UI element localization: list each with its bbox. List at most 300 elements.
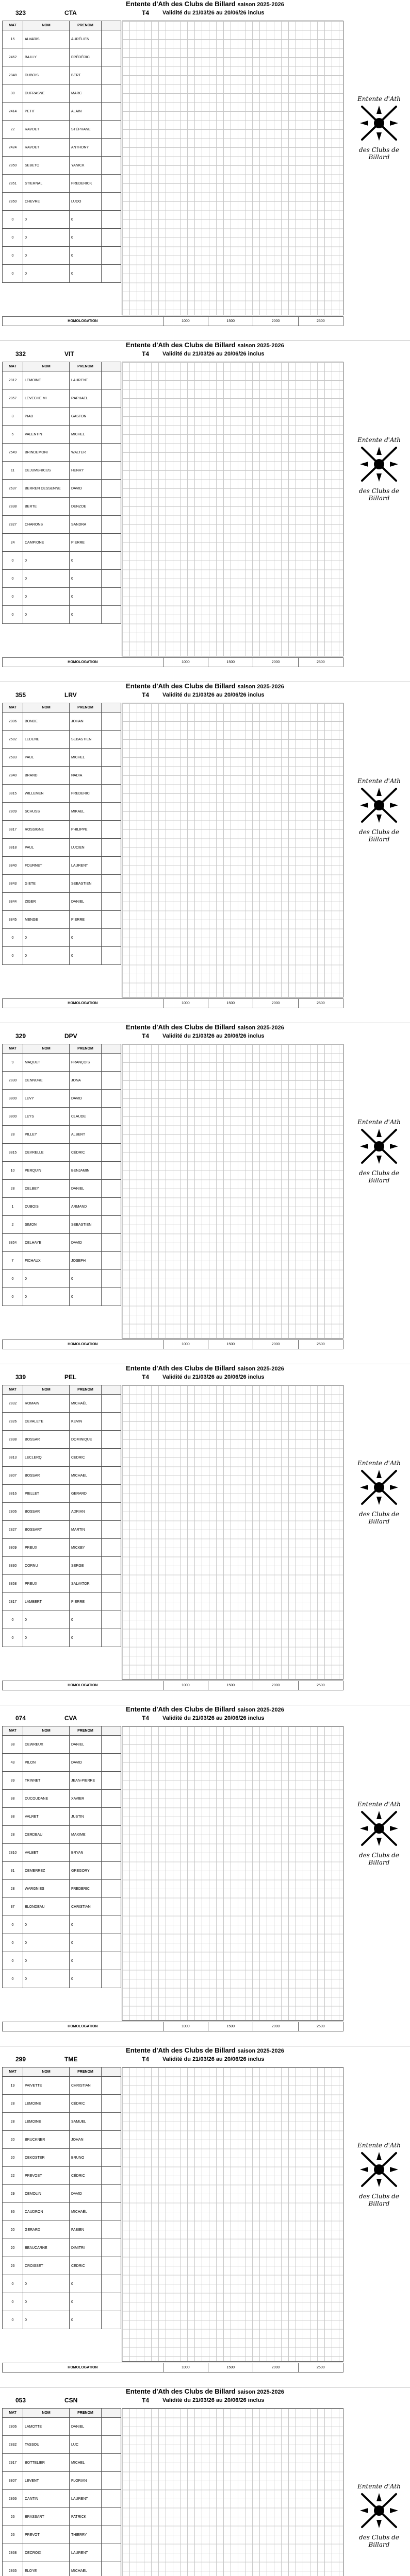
first-name-cell: PIERRE — [70, 534, 102, 552]
homologation-cell: 1000 — [163, 317, 208, 326]
team-code: LRV — [64, 691, 77, 699]
mat-cell: 3813 — [3, 1449, 23, 1467]
sheet-season: saison 2025-2026 — [237, 2048, 284, 2054]
mat-cell: 28 — [3, 1126, 23, 1144]
mini-cell — [102, 516, 121, 534]
validity-text: Validité du 21/03/26 au 20/06/26 inclus — [162, 2397, 265, 2403]
mini-cell — [102, 2221, 121, 2239]
mini-cell — [102, 570, 121, 588]
name-header: NOM — [23, 1726, 70, 1736]
mat-cell: 2848 — [3, 66, 23, 84]
table-row — [3, 1611, 121, 1629]
mini-cell — [102, 66, 121, 84]
mini-cell — [102, 103, 121, 121]
homologation-cell: 2500 — [298, 999, 343, 1008]
name-cell: SIMON — [23, 1216, 70, 1234]
homologation-cell: 1500 — [208, 2363, 253, 2372]
first-name-cell: 0 — [70, 2311, 102, 2329]
table-row — [3, 2131, 121, 2149]
mini-cell — [102, 534, 121, 552]
mat-cell: 3816 — [3, 1485, 23, 1503]
homologation-cell: 1500 — [208, 999, 253, 1008]
table-row — [3, 121, 121, 139]
name-cell: RAVOET — [23, 121, 70, 139]
table-row — [3, 1234, 121, 1252]
sheet-season: saison 2025-2026 — [237, 1707, 284, 1713]
logo-line2: des Clubs de Billard — [359, 1511, 399, 1525]
table-row — [3, 534, 121, 552]
mini-cell — [102, 1180, 121, 1198]
mat-cell: 3854 — [3, 1234, 23, 1252]
table-row — [3, 84, 121, 103]
first-name-cell: 0 — [70, 1916, 102, 1934]
name-cell: VALBET — [23, 1844, 70, 1862]
homologation-cell: 1000 — [163, 2022, 208, 2031]
name-cell: DEJUMBRICUS — [23, 462, 70, 480]
name-cell: PREUX — [23, 1575, 70, 1593]
homologation-cell: 1500 — [208, 2022, 253, 2031]
mini-cell — [102, 1108, 121, 1126]
first-name-cell: XAVIER — [70, 1790, 102, 1808]
table-row — [3, 498, 121, 516]
table-row — [3, 1736, 121, 1754]
name-cell: MENGE — [23, 911, 70, 929]
first-name-header: PRENOM — [70, 21, 102, 30]
first-name-cell: CÉDRIC — [70, 1144, 102, 1162]
homologation-cell: 2500 — [298, 2022, 343, 2031]
name-cell: BOTTELIER — [23, 2454, 70, 2472]
mat-cell: 3818 — [3, 839, 23, 857]
table-row — [3, 803, 121, 821]
name-cell: 0 — [23, 1970, 70, 1988]
mat-cell: 2424 — [3, 139, 23, 157]
first-name-cell: JUSTIN — [70, 1808, 102, 1826]
mini-cell — [102, 2077, 121, 2095]
first-name-cell: MICHAËL — [70, 2203, 102, 2221]
first-name-cell: WALTER — [70, 444, 102, 462]
first-name-cell: 0 — [70, 570, 102, 588]
sheet-title — [0, 341, 410, 349]
table-row — [3, 1862, 121, 1880]
mat-cell: 37 — [3, 1898, 23, 1916]
mat-cell: 2637 — [3, 480, 23, 498]
sheet-season: saison 2025-2026 — [237, 684, 284, 690]
roster-table — [2, 1726, 121, 1988]
mini-cell — [102, 426, 121, 444]
mini-cell — [102, 1216, 121, 1234]
table-row — [3, 1054, 121, 1072]
mini-cell — [102, 2185, 121, 2203]
score-grid — [122, 703, 343, 997]
name-header: NOM — [23, 1044, 70, 1054]
mat-cell: 2812 — [3, 371, 23, 389]
team-code: PEL — [64, 1374, 77, 1381]
mini-cell — [102, 767, 121, 785]
table-row — [3, 2113, 121, 2131]
name-cell: SEBETO — [23, 157, 70, 175]
club-logo — [351, 1118, 407, 1196]
table-row — [3, 444, 121, 462]
mat-cell: 3 — [3, 408, 23, 426]
mini-cell — [102, 1252, 121, 1270]
validity-text: Validité du 21/03/26 au 20/06/26 inclus — [162, 1033, 265, 1039]
mini-cell — [102, 1808, 121, 1826]
mat-cell: 38 — [3, 1736, 23, 1754]
table-row — [3, 66, 121, 84]
mat-cell: 2865 — [3, 2562, 23, 2576]
mat-cell: 3830 — [3, 1557, 23, 1575]
name-cell: DENNURE — [23, 1072, 70, 1090]
mat-cell: 29 — [3, 2185, 23, 2203]
mat-cell: 22 — [3, 2167, 23, 2185]
mini-cell — [102, 1790, 121, 1808]
first-name-cell: MICKEY — [70, 1539, 102, 1557]
mini-cell — [102, 1629, 121, 1647]
first-name-cell: LAURENT — [70, 2490, 102, 2508]
mini-cell — [102, 1952, 121, 1970]
mini-cell — [102, 731, 121, 749]
first-name-cell: 0 — [70, 247, 102, 265]
name-cell: VALENTIN — [23, 426, 70, 444]
mini-cell — [102, 408, 121, 426]
table-row — [3, 2490, 121, 2508]
team-line — [0, 1714, 410, 1723]
name-cell: BAILLY — [23, 48, 70, 66]
name-cell: BRUCKNER — [23, 2131, 70, 2149]
mini-cell — [102, 229, 121, 247]
homologation-footer — [2, 998, 343, 1017]
mini-cell — [102, 1772, 121, 1790]
mini-cell — [102, 157, 121, 175]
name-cell: 0 — [23, 570, 70, 588]
sheet-season: saison 2025-2026 — [237, 1366, 284, 1372]
sheet-title — [0, 1364, 410, 1372]
mat-cell: 3800 — [3, 1090, 23, 1108]
table-row — [3, 570, 121, 588]
name-cell: PAUL — [23, 749, 70, 767]
first-name-cell: DANIEL — [70, 893, 102, 911]
table-row — [3, 911, 121, 929]
name-cell: DEWREUX — [23, 1736, 70, 1754]
team-line — [0, 1031, 410, 1041]
mat-cell: 0 — [3, 1916, 23, 1934]
name-cell: 0 — [23, 606, 70, 624]
mini-cell — [102, 1054, 121, 1072]
homologation-cell: 2000 — [253, 999, 298, 1008]
crossed-cues-icon — [356, 103, 402, 144]
mini-cell — [102, 2275, 121, 2293]
club-logo — [351, 777, 407, 855]
mini-cell — [102, 2239, 121, 2257]
homologation-footer — [2, 1340, 343, 1358]
homologation-label: HOMOLOGATION — [3, 658, 163, 667]
name-cell: PREVOST — [23, 2167, 70, 2185]
table-row — [3, 1844, 121, 1862]
mini-header — [102, 1385, 121, 1395]
logo-line1: Entente d'Ath — [357, 2142, 401, 2149]
roster-table — [2, 1044, 121, 1306]
mat-header: MAT — [3, 703, 23, 713]
team-line — [0, 2055, 410, 2064]
mini-cell — [102, 84, 121, 103]
name-cell: 0 — [23, 1611, 70, 1629]
table-row — [3, 2239, 121, 2257]
name-cell: 0 — [23, 947, 70, 965]
homologation-cell: 1500 — [208, 658, 253, 667]
mat-cell: 24 — [3, 534, 23, 552]
first-name-cell: CHRISTIAN — [70, 1898, 102, 1916]
mat-cell: 2582 — [3, 731, 23, 749]
roster-table — [2, 1385, 121, 1647]
table-row — [3, 947, 121, 965]
mini-cell — [102, 371, 121, 389]
mini-cell — [102, 1198, 121, 1216]
mini-cell — [102, 2311, 121, 2329]
name-cell: GERARD — [23, 2221, 70, 2239]
division-label: T4 — [142, 1715, 150, 1722]
table-row — [3, 2257, 121, 2275]
first-name-cell: 0 — [70, 265, 102, 283]
first-name-cell: MARC — [70, 84, 102, 103]
homologation-cell: 2000 — [253, 1681, 298, 1690]
first-name-cell: 0 — [70, 1611, 102, 1629]
mini-cell — [102, 2490, 121, 2508]
name-header: NOM — [23, 703, 70, 713]
table-row — [3, 821, 121, 839]
table-row — [3, 1772, 121, 1790]
first-name-cell: ALAIN — [70, 103, 102, 121]
name-header: NOM — [23, 2409, 70, 2418]
table-row — [3, 552, 121, 570]
logo-line1: Entente d'Ath — [357, 2483, 401, 2490]
name-cell: ELOYE — [23, 2562, 70, 2576]
first-name-cell: THIERRY — [70, 2526, 102, 2544]
first-name-cell: DIMITRI — [70, 2239, 102, 2257]
mini-header — [102, 703, 121, 713]
name-cell: FICHAUX — [23, 1252, 70, 1270]
score-grid — [122, 1385, 343, 1680]
table-row — [3, 2544, 121, 2562]
mat-cell: 20 — [3, 2221, 23, 2239]
name-cell: 0 — [23, 1270, 70, 1288]
first-name-cell: BENJAMIN — [70, 1162, 102, 1180]
first-name-cell: DANIEL — [70, 1736, 102, 1754]
mat-cell: 0 — [3, 2311, 23, 2329]
table-row — [3, 713, 121, 731]
mat-header: MAT — [3, 1385, 23, 1395]
mini-cell — [102, 2454, 121, 2472]
mat-cell: 19 — [3, 2077, 23, 2095]
name-cell: 0 — [23, 552, 70, 570]
first-name-header: PRENOM — [70, 2409, 102, 2418]
table-row — [3, 2454, 121, 2472]
mini-cell — [102, 30, 121, 48]
table-row — [3, 1144, 121, 1162]
sheet-title — [0, 682, 410, 690]
team-code: TME — [64, 2056, 78, 2063]
mat-cell: 9 — [3, 1054, 23, 1072]
table-row — [3, 1593, 121, 1611]
first-name-cell: LAURENT — [70, 371, 102, 389]
homologation-cell: 1000 — [163, 1340, 208, 1349]
mini-cell — [102, 2418, 121, 2436]
club-logo — [351, 1801, 407, 1878]
table-row — [3, 857, 121, 875]
homologation-cell: 2500 — [298, 1681, 343, 1690]
homologation-cell: 1000 — [163, 1681, 208, 1690]
mini-cell — [102, 1413, 121, 1431]
mini-cell — [102, 2203, 121, 2221]
mini-cell — [102, 2131, 121, 2149]
club-logo — [351, 2483, 407, 2560]
mat-cell: 0 — [3, 1970, 23, 1988]
score-sheet — [0, 341, 410, 682]
mini-cell — [102, 839, 121, 857]
table-row — [3, 1198, 121, 1216]
homologation-cell: 2000 — [253, 1340, 298, 1349]
first-name-cell: 0 — [70, 929, 102, 947]
validity-text: Validité du 21/03/26 au 20/06/26 inclus — [162, 692, 265, 698]
first-name-cell: 0 — [70, 1934, 102, 1952]
sheet-title-text: Entente d'Ath des Clubs de Billard — [126, 682, 238, 690]
score-sheet — [0, 1023, 410, 1364]
mini-cell — [102, 1898, 121, 1916]
mini-cell — [102, 1736, 121, 1754]
mat-cell: 0 — [3, 1288, 23, 1306]
team-number: 329 — [15, 1032, 26, 1040]
table-row — [3, 247, 121, 265]
mat-cell: 31 — [3, 1862, 23, 1880]
mat-cell: 2868 — [3, 2544, 23, 2562]
table-row — [3, 2311, 121, 2329]
name-cell: WARGNIES — [23, 1880, 70, 1898]
mat-cell: 2850 — [3, 193, 23, 211]
table-row — [3, 1898, 121, 1916]
mini-cell — [102, 193, 121, 211]
mini-header — [102, 2067, 121, 2077]
score-sheet — [0, 2387, 410, 2576]
mini-cell — [102, 1826, 121, 1844]
mat-header: MAT — [3, 362, 23, 371]
first-name-cell: PIERRE — [70, 911, 102, 929]
first-name-cell: LAURENT — [70, 857, 102, 875]
name-cell: WILLEMEN — [23, 785, 70, 803]
club-logo — [351, 1460, 407, 1537]
mat-cell: 0 — [3, 1270, 23, 1288]
mini-cell — [102, 911, 121, 929]
table-row — [3, 1808, 121, 1826]
name-cell: 0 — [23, 2275, 70, 2293]
homologation-label: HOMOLOGATION — [3, 2363, 163, 2372]
name-cell: BRINDEMONI — [23, 444, 70, 462]
homologation-cell: 2500 — [298, 317, 343, 326]
first-name-cell: 0 — [70, 1970, 102, 1988]
mat-cell: 0 — [3, 1611, 23, 1629]
sheet-title — [0, 0, 410, 8]
table-row — [3, 516, 121, 534]
team-code: VIT — [64, 350, 74, 358]
first-name-cell: MAXIME — [70, 1826, 102, 1844]
table-row — [3, 1575, 121, 1593]
mat-cell: 28 — [3, 1826, 23, 1844]
roster-table — [2, 2067, 121, 2329]
name-cell: DEKOSTER — [23, 2149, 70, 2167]
first-name-cell: ALBERT — [70, 1126, 102, 1144]
mini-cell — [102, 2562, 121, 2576]
mat-cell: 2414 — [3, 103, 23, 121]
name-cell: DUBOIS — [23, 1198, 70, 1216]
name-header: NOM — [23, 362, 70, 371]
crossed-cues-icon — [356, 2490, 402, 2531]
table-row — [3, 371, 121, 389]
mat-cell: 1 — [3, 1198, 23, 1216]
name-cell: CHARONS — [23, 516, 70, 534]
table-row — [3, 30, 121, 48]
name-cell: DEMERREZ — [23, 1862, 70, 1880]
name-cell: GIETE — [23, 875, 70, 893]
mat-cell: 0 — [3, 606, 23, 624]
first-name-cell: NADIA — [70, 767, 102, 785]
mini-cell — [102, 1072, 121, 1090]
table-row — [3, 2472, 121, 2490]
mat-cell: 0 — [3, 1952, 23, 1970]
name-cell: 0 — [23, 265, 70, 283]
mini-cell — [102, 893, 121, 911]
mini-cell — [102, 1934, 121, 1952]
table-row — [3, 2526, 121, 2544]
validity-text: Validité du 21/03/26 au 20/06/26 inclus — [162, 1374, 265, 1380]
first-name-cell: FRÉDÉRIC — [70, 48, 102, 66]
team-line — [0, 8, 410, 18]
mat-cell: 0 — [3, 2293, 23, 2311]
first-name-cell: DANIEL — [70, 1180, 102, 1198]
mini-cell — [102, 1593, 121, 1611]
first-name-cell: JOSEPH — [70, 1252, 102, 1270]
team-number: 053 — [15, 2397, 26, 2404]
name-cell: PETIT — [23, 103, 70, 121]
validity-text: Validité du 21/03/26 au 20/06/26 inclus — [162, 351, 265, 357]
sheet-title-text: Entente d'Ath des Clubs de Billard — [126, 2387, 238, 2395]
name-cell: PILLEY — [23, 1126, 70, 1144]
first-name-cell: 0 — [70, 229, 102, 247]
first-name-cell: RAPHAEL — [70, 389, 102, 408]
name-header: NOM — [23, 21, 70, 30]
mat-cell: 0 — [3, 265, 23, 283]
first-name-cell: CLAUDE — [70, 1108, 102, 1126]
name-cell: PIELLET — [23, 1485, 70, 1503]
mini-cell — [102, 462, 121, 480]
club-logo — [351, 436, 407, 514]
first-name-cell: DENZOE — [70, 498, 102, 516]
mat-cell: 15 — [3, 30, 23, 48]
name-cell: ZIGER — [23, 893, 70, 911]
table-row — [3, 1395, 121, 1413]
table-row — [3, 767, 121, 785]
name-cell: LEMOINE — [23, 2095, 70, 2113]
club-logo — [351, 2142, 407, 2219]
mat-cell: 11 — [3, 462, 23, 480]
name-cell: SCHUSS — [23, 803, 70, 821]
logo-line1: Entente d'Ath — [357, 777, 401, 785]
mat-cell: 2838 — [3, 1431, 23, 1449]
name-cell: PERQUIN — [23, 1162, 70, 1180]
name-cell: MAQUET — [23, 1054, 70, 1072]
first-name-cell: DAVID — [70, 2185, 102, 2203]
mini-cell — [102, 1431, 121, 1449]
name-cell: 0 — [23, 588, 70, 606]
table-row — [3, 1090, 121, 1108]
name-cell: CANTIN — [23, 2490, 70, 2508]
